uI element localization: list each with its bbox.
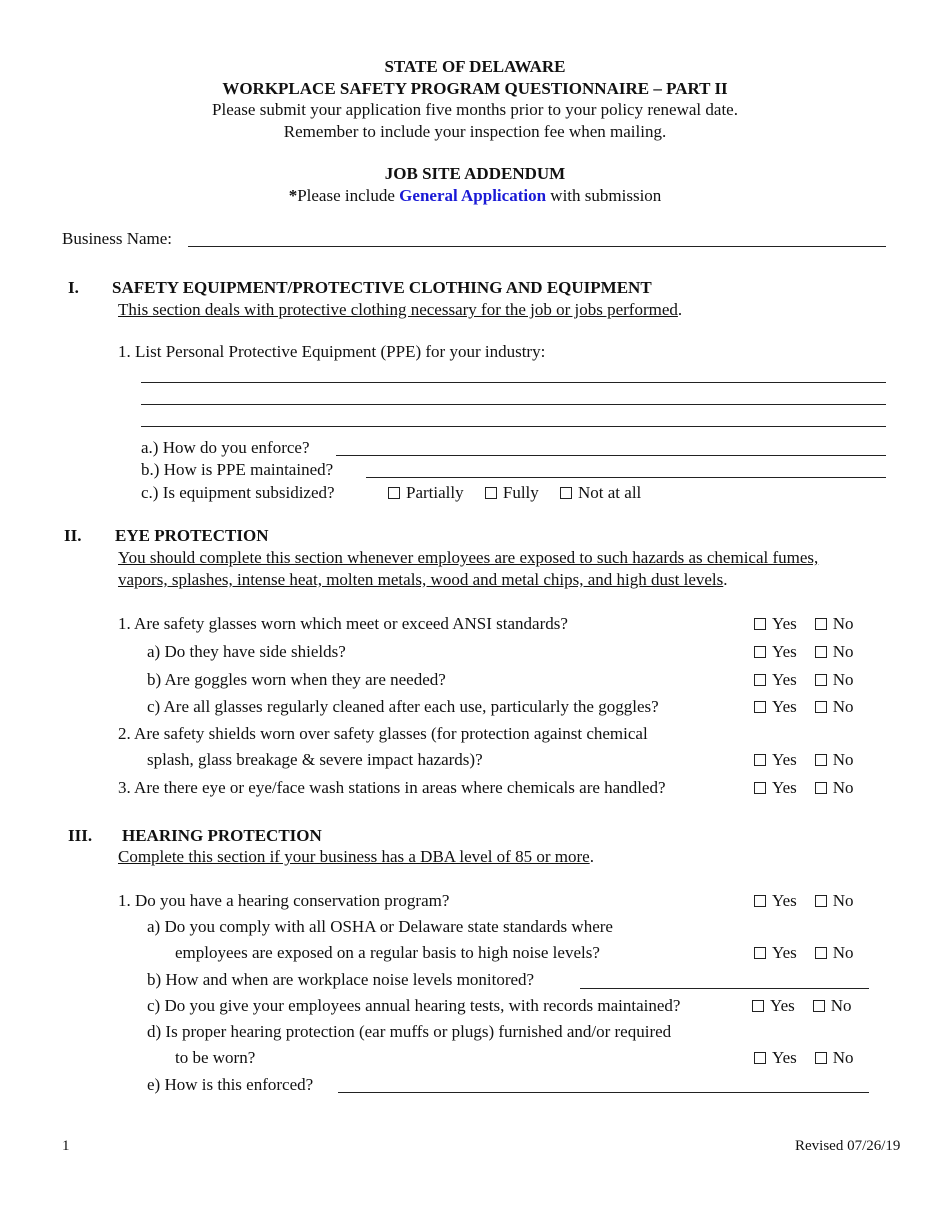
yes-checkbox[interactable]: Yes bbox=[754, 1048, 815, 1067]
eye-q1b: b) Are goggles worn when they are needed? bbox=[147, 670, 446, 689]
eye-q3: 3. Are there eye or eye/face wash stations in areas where chemicals are handled? bbox=[118, 778, 666, 797]
ppe-list-question: 1. List Personal Protective Equipment (PPE) for your industry: bbox=[118, 342, 546, 361]
no-checkbox[interactable]: No bbox=[815, 670, 854, 689]
subsidized-question: c.) Is equipment subsidized? bbox=[141, 483, 335, 502]
ppe-list-line-3[interactable] bbox=[141, 426, 886, 427]
fully-checkbox[interactable]: Fully bbox=[485, 483, 539, 502]
form-title: WORKPLACE SAFETY PROGRAM QUESTIONNAIRE – PART II bbox=[222, 79, 728, 98]
subsidized-options bbox=[388, 483, 641, 503]
eye-q1: 1. Are safety glasses worn which meet or exceed ANSI standards? bbox=[118, 614, 568, 633]
no-checkbox[interactable]: No bbox=[815, 697, 854, 716]
noise-monitor-input[interactable] bbox=[580, 988, 869, 989]
enforce-input[interactable] bbox=[336, 455, 886, 456]
yes-no-eye-q1 bbox=[754, 614, 854, 634]
yes-no-eye-q1c bbox=[754, 697, 854, 717]
yes-no-hearing-qd bbox=[754, 1048, 854, 1068]
hearing-qd-line-2: to be worn? bbox=[175, 1048, 256, 1067]
hearing-qe: e) How is this enforced? bbox=[147, 1075, 314, 1094]
no-checkbox[interactable]: No bbox=[815, 1048, 854, 1067]
hearing-qb: b) How and when are workplace noise levels monitored? bbox=[147, 970, 535, 989]
yes-no-eye-q1b bbox=[754, 670, 854, 690]
section-3-title: HEARING PROTECTION bbox=[122, 826, 322, 845]
eye-q2-line-2: splash, glass breakage & severe impact hazards)? bbox=[147, 750, 483, 769]
hearing-qd-line-1: d) Is proper hearing protection (ear muffs or plugs) furnished and/or required bbox=[147, 1022, 672, 1041]
not-at-all-checkbox[interactable]: Not at all bbox=[560, 483, 641, 502]
section-2-intro-2: vapors, splashes, intense heat, molten metals, wood and metal chips, and high dust levels. bbox=[118, 570, 728, 589]
no-checkbox[interactable]: No bbox=[815, 642, 854, 661]
business-name-label: Business Name: bbox=[62, 229, 173, 248]
eye-q1a: a) Do they have side shields? bbox=[147, 642, 346, 661]
section-1-intro: This section deals with protective clothing necessary for the job or jobs performed. bbox=[118, 300, 683, 319]
yes-no-eye-q1a bbox=[754, 642, 854, 662]
maintained-input[interactable] bbox=[366, 477, 886, 478]
hearing-q1: 1. Do you have a hearing conservation program? bbox=[118, 891, 450, 910]
no-checkbox[interactable]: No bbox=[815, 614, 854, 633]
yes-no-hearing-qc bbox=[752, 996, 852, 1016]
section-3-intro: Complete this section if your business has a DBA level of 85 or more. bbox=[118, 847, 594, 866]
no-checkbox[interactable]: No bbox=[813, 996, 852, 1015]
no-checkbox[interactable]: No bbox=[815, 778, 854, 797]
section-2-intro-1: You should complete this section whenever employees are exposed to such hazards as chemical fumes, bbox=[118, 548, 819, 567]
section-3-number: III. bbox=[68, 826, 93, 845]
yes-no-hearing-qa bbox=[754, 943, 854, 963]
section-2-number: II. bbox=[64, 526, 82, 545]
business-name-input[interactable] bbox=[188, 246, 886, 247]
partially-checkbox[interactable]: Partially bbox=[388, 483, 464, 502]
eye-q1c: c) Are all glasses regularly cleaned after each use, particularly the goggles? bbox=[147, 697, 659, 716]
include-note: *Please include General Application with submission bbox=[288, 186, 662, 205]
yes-checkbox[interactable]: Yes bbox=[754, 697, 815, 716]
hearing-qa-line-1: a) Do you comply with all OSHA or Delaware state standards where bbox=[147, 917, 613, 936]
yes-checkbox[interactable]: Yes bbox=[754, 750, 815, 769]
yes-checkbox[interactable]: Yes bbox=[754, 943, 815, 962]
yes-no-hearing-q1 bbox=[754, 891, 854, 911]
enforce-question: a.) How do you enforce? bbox=[141, 438, 310, 457]
hearing-qc: c) Do you give your employees annual hearing tests, with records maintained? bbox=[147, 996, 681, 1015]
page-number: 1 bbox=[62, 1138, 70, 1154]
yes-checkbox[interactable]: Yes bbox=[752, 996, 813, 1015]
section-2-title: EYE PROTECTION bbox=[115, 526, 269, 545]
section-1-number: I. bbox=[68, 278, 79, 297]
yes-no-eye-q3 bbox=[754, 778, 854, 798]
hearing-qa-line-2: employees are exposed on a regular basis to high noise levels? bbox=[175, 943, 600, 962]
state-title: STATE OF DELAWARE bbox=[384, 57, 566, 76]
no-checkbox[interactable]: No bbox=[815, 750, 854, 769]
yes-no-eye-q2 bbox=[754, 750, 854, 770]
yes-checkbox[interactable]: Yes bbox=[754, 891, 815, 910]
addendum-title: JOB SITE ADDENDUM bbox=[384, 164, 566, 183]
yes-checkbox[interactable]: Yes bbox=[754, 778, 815, 797]
no-checkbox[interactable]: No bbox=[815, 891, 854, 910]
no-checkbox[interactable]: No bbox=[815, 943, 854, 962]
instruction-line-1: Please submit your application five months prior to your policy renewal date. bbox=[212, 100, 738, 119]
revised-date: Revised 07/26/19 bbox=[795, 1138, 901, 1154]
general-application-link[interactable]: General Application bbox=[399, 186, 547, 205]
instruction-line-2: Remember to include your inspection fee when mailing. bbox=[283, 122, 667, 141]
ppe-list-line-1[interactable] bbox=[141, 382, 886, 383]
ppe-list-line-2[interactable] bbox=[141, 404, 886, 405]
yes-checkbox[interactable]: Yes bbox=[754, 614, 815, 633]
enforced-input[interactable] bbox=[338, 1092, 869, 1093]
yes-checkbox[interactable]: Yes bbox=[754, 670, 815, 689]
yes-checkbox[interactable]: Yes bbox=[754, 642, 815, 661]
eye-q2-line-1: 2. Are safety shields worn over safety glasses (for protection against chemical bbox=[118, 724, 648, 743]
section-1-title: SAFETY EQUIPMENT/PROTECTIVE CLOTHING AND EQUIPMENT bbox=[112, 278, 652, 297]
maintained-question: b.) How is PPE maintained? bbox=[141, 460, 334, 479]
